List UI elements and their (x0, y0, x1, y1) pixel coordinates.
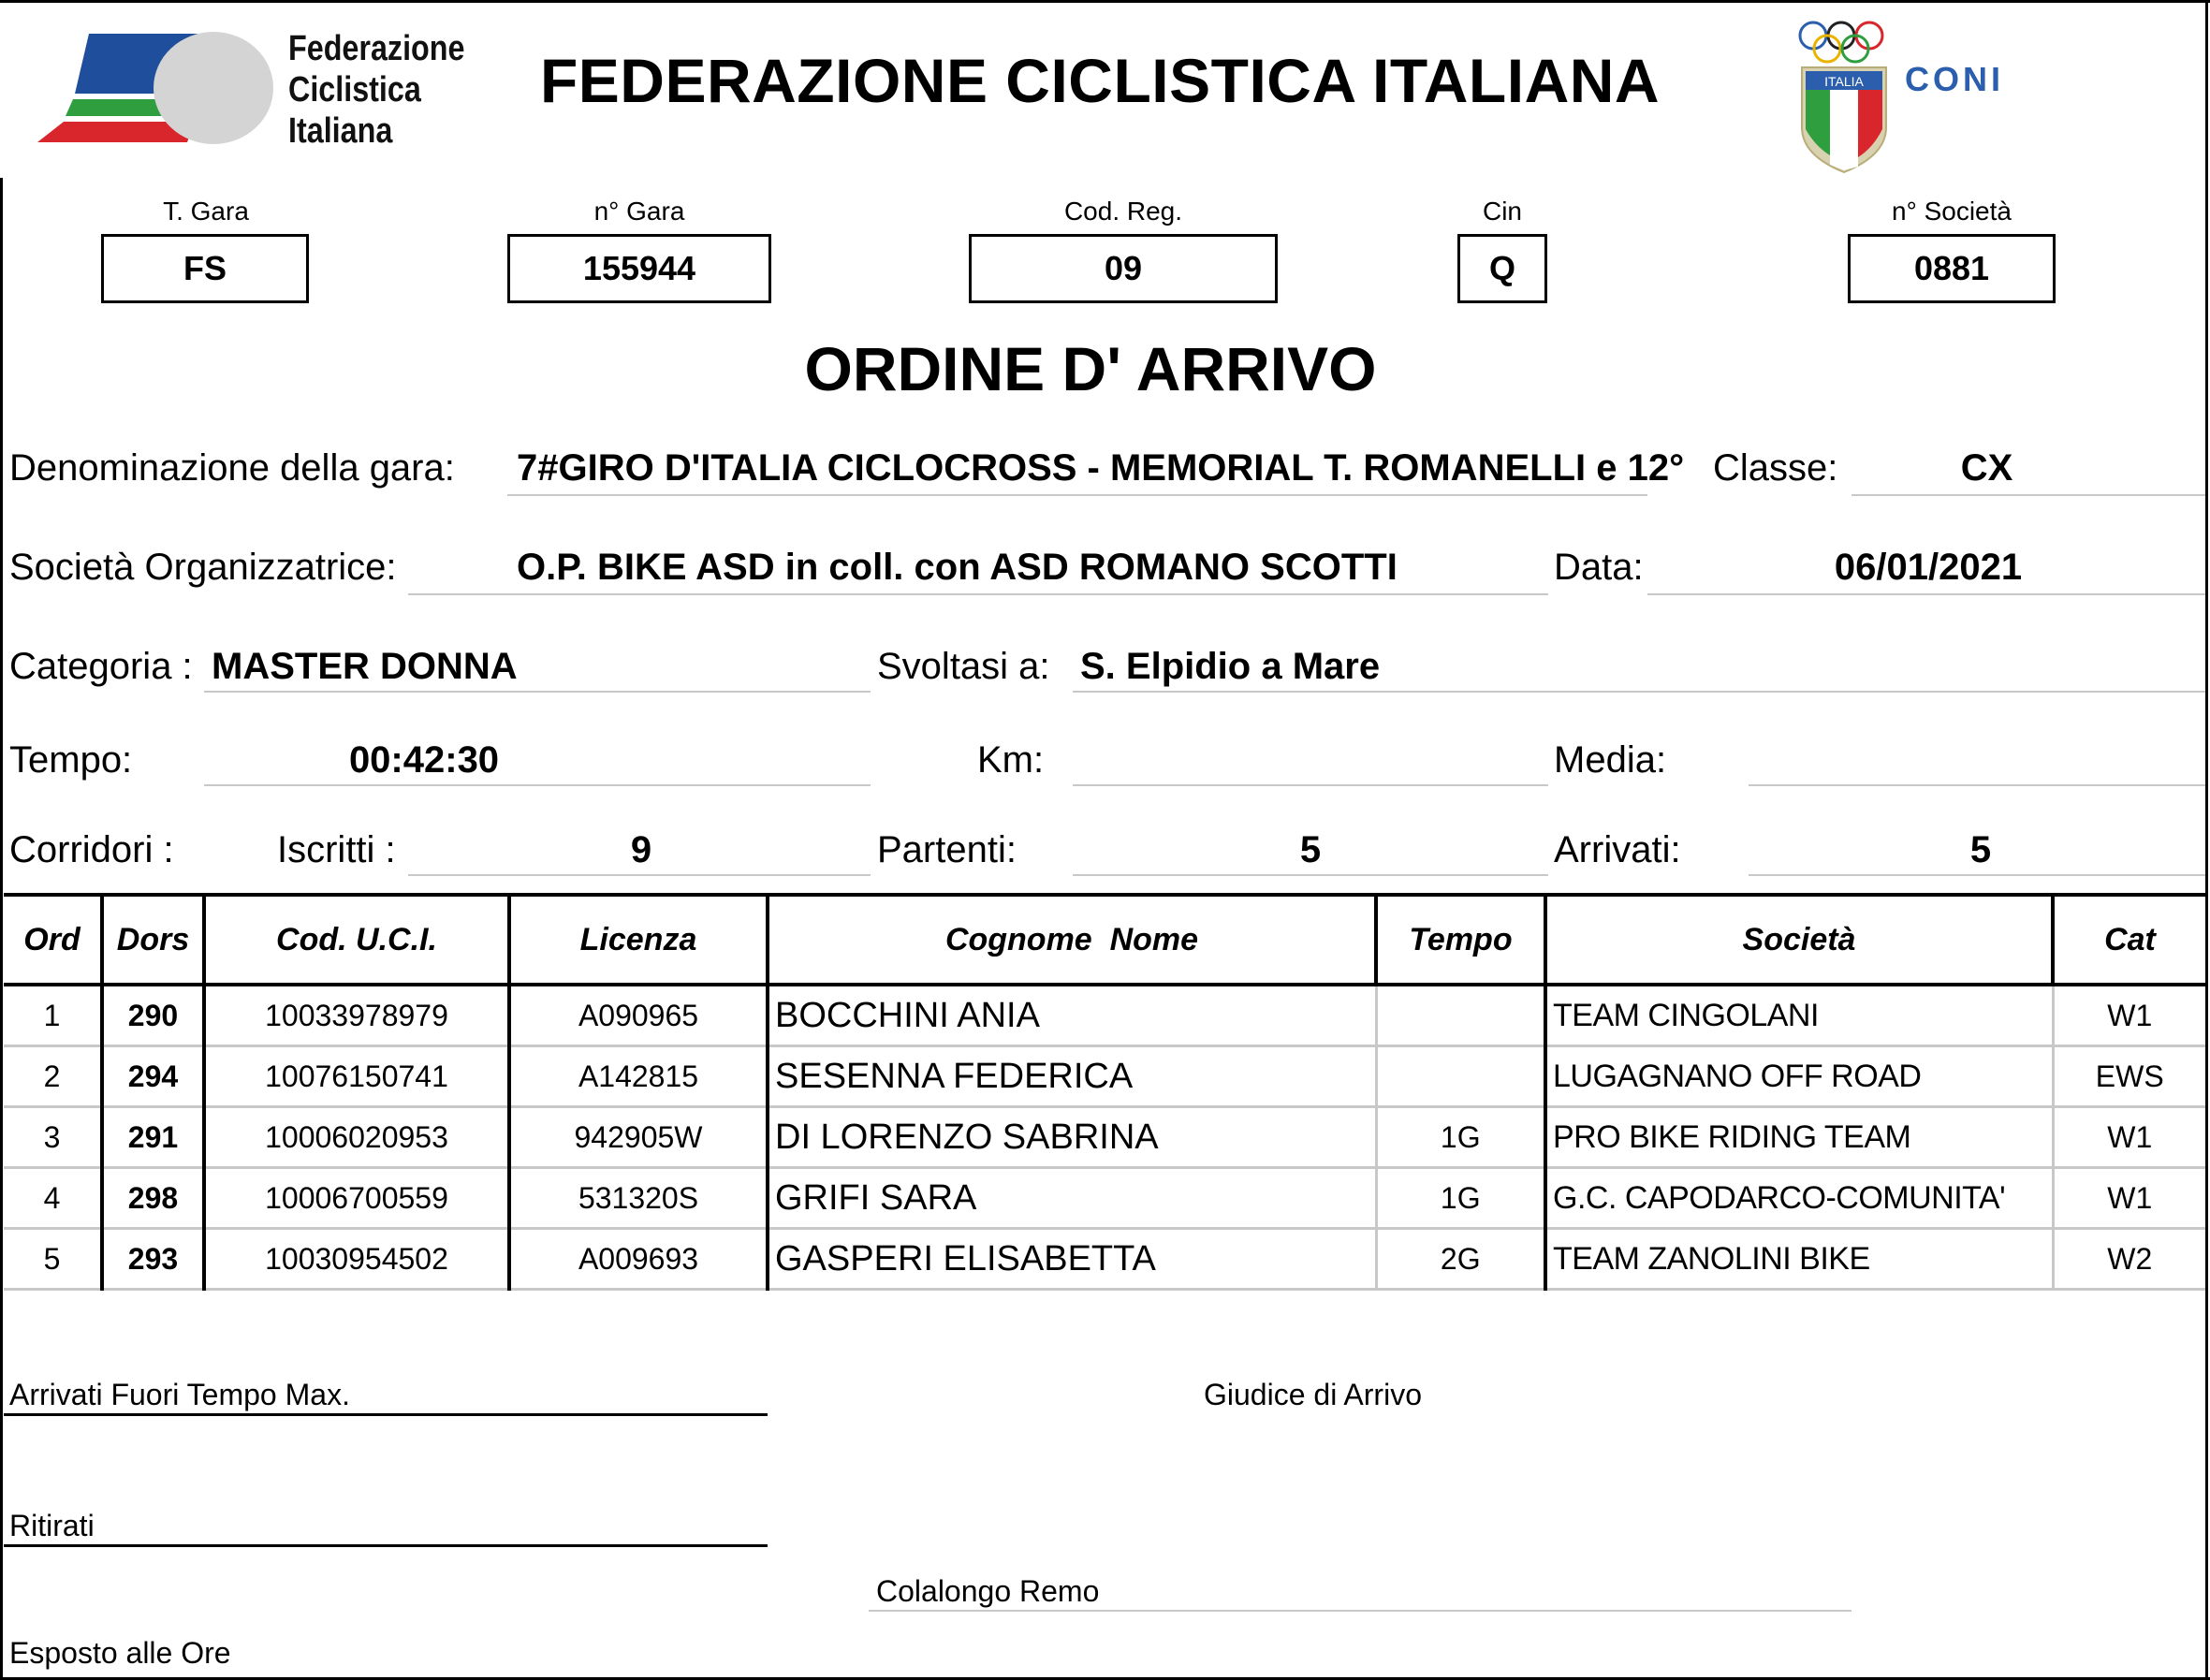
denominazione-value: 7#GIRO D'ITALIA CICLOCROSS - MEMORIAL T. ROMANELLI e 12° (517, 447, 1685, 489)
col-header-societa: Società (1545, 895, 2053, 985)
cell-uci: 10076150741 (204, 1046, 509, 1107)
denominazione-label: Denominazione della gara: (9, 447, 455, 489)
fuori-tempo-line (4, 1413, 768, 1416)
partenti-value: 5 (1299, 829, 1322, 870)
cin-field: Q (1457, 234, 1547, 303)
ritirati-label: Ritirati (9, 1509, 95, 1542)
cell-ord: 2 (4, 1046, 102, 1107)
tempo-underline (204, 784, 871, 786)
cell-societa: TEAM ZANOLINI BIKE (1545, 1229, 2053, 1290)
categoria-underline (204, 691, 871, 693)
classe-label: Classe: (1713, 447, 1838, 489)
page-title: FEDERAZIONE CICLISTICA ITALIANA (539, 46, 1661, 115)
km-underline (1073, 784, 1548, 786)
arrivati-value: 5 (1969, 829, 1992, 870)
cell-ord: 1 (4, 985, 102, 1046)
organizzatrice-underline (408, 593, 1548, 595)
organizzatrice-value: O.P. BIKE ASD in coll. con ASD ROMANO SCOTTI (517, 547, 1398, 588)
t-gara-field: FS (101, 234, 309, 303)
cell-uci: 10006020953 (204, 1107, 509, 1168)
cell-cat: W1 (2053, 985, 2205, 1046)
cell-societa: PRO BIKE RIDING TEAM (1545, 1107, 2053, 1168)
t-gara-label: T. Gara (163, 197, 249, 226)
table-row (4, 1046, 2205, 1107)
col-header-uci: Cod. U.C.I. (204, 895, 509, 985)
categoria-label: Categoria : (9, 646, 193, 687)
cell-nome: GRIFI SARA (768, 1168, 1376, 1229)
cell-tempo (1376, 985, 1545, 1046)
data-underline (1647, 593, 2205, 595)
cell-cat: W1 (2053, 1107, 2205, 1168)
cell-uci: 10030954502 (204, 1229, 509, 1290)
cell-cat: W1 (2053, 1168, 2205, 1229)
categoria-value: MASTER DONNA (212, 646, 518, 687)
n-gara-label: n° Gara (593, 197, 685, 226)
svoltasi-label: Svoltasi a: (877, 646, 1050, 687)
cell-ord: 4 (4, 1168, 102, 1229)
cell-cat: W2 (2053, 1229, 2205, 1290)
tempo-value: 00:42:30 (348, 739, 500, 781)
partenti-label: Partenti: (877, 829, 1017, 870)
cod-reg-label: Cod. Reg. (1063, 197, 1183, 226)
cell-licenza: A009693 (509, 1229, 768, 1290)
cell-dors: 298 (102, 1168, 204, 1229)
media-label: Media: (1554, 739, 1667, 781)
denominazione-underline (507, 494, 1647, 496)
col-header-nome: Cognome Nome (768, 895, 1376, 985)
esposto-label: Esposto alle Ore (9, 1636, 231, 1670)
cell-licenza: 942905W (509, 1107, 768, 1168)
table-row (4, 1229, 2205, 1290)
fci-logo-line-1: Federazione (288, 29, 465, 68)
coni-shield-text: ITALIA (1824, 74, 1864, 89)
n-gara-field: 155944 (507, 234, 771, 303)
classe-underline (1851, 494, 2205, 496)
iscritti-value: 9 (630, 829, 652, 870)
results-table (4, 893, 2205, 1291)
classe-value: CX (1960, 447, 2013, 489)
table-row (4, 1107, 2205, 1168)
giudice-label: Giudice di Arrivo (1204, 1378, 1422, 1411)
data-label: Data: (1554, 547, 1644, 588)
col-header-cat: Cat (2053, 895, 2205, 985)
cell-dors: 293 (102, 1229, 204, 1290)
cell-societa: LUGAGNANO OFF ROAD (1545, 1046, 2053, 1107)
cell-ord: 3 (4, 1107, 102, 1168)
cell-tempo (1376, 1046, 1545, 1107)
n-societa-field: 0881 (1848, 234, 2056, 303)
iscritti-label: Iscritti : (277, 829, 396, 870)
cell-licenza: A090965 (509, 985, 768, 1046)
arrivati-label: Arrivati: (1554, 829, 1681, 870)
cell-nome: BOCCHINI ANIA (768, 985, 1376, 1046)
fci-logo-text (288, 28, 464, 152)
arrivati-underline (1749, 874, 2205, 876)
table-row (4, 1168, 2205, 1229)
cell-uci: 10033978979 (204, 985, 509, 1046)
fuori-tempo-label: Arrivati Fuori Tempo Max. (9, 1378, 350, 1411)
document-heading: ORDINE D' ARRIVO (804, 334, 1377, 403)
iscritti-underline (408, 874, 871, 876)
cell-nome: GASPERI ELISABETTA (768, 1229, 1376, 1290)
cell-cat: EWS (2053, 1046, 2205, 1107)
ritirati-line (4, 1544, 768, 1547)
giudice-signature-line (869, 1610, 1851, 1612)
km-label: Km: (977, 739, 1045, 781)
corridori-label: Corridori : (9, 829, 174, 870)
svoltasi-value: S. Elpidio a Mare (1080, 646, 1381, 687)
cell-nome: DI LORENZO SABRINA (768, 1107, 1376, 1168)
svoltasi-underline (1073, 691, 2205, 693)
frame-left (0, 178, 3, 1680)
cell-tempo: 1G (1376, 1107, 1545, 1168)
frame-top (0, 0, 2210, 3)
cell-tempo: 2G (1376, 1229, 1545, 1290)
col-header-dors: Dors (102, 895, 204, 985)
cell-nome: SESENNA FEDERICA (768, 1046, 1376, 1107)
cell-societa: TEAM CINGOLANI (1545, 985, 2053, 1046)
frame-right (2205, 0, 2208, 1680)
cin-label: Cin (1482, 197, 1522, 226)
cell-licenza: A142815 (509, 1046, 768, 1107)
partenti-underline (1073, 874, 1548, 876)
data-value: 06/01/2021 (1834, 547, 2023, 588)
fci-logo-line-2: Ciclistica (288, 70, 421, 110)
media-underline (1749, 784, 2205, 786)
cell-ord: 5 (4, 1229, 102, 1290)
fci-logo-line-3: Italiana (288, 111, 393, 151)
col-header-licenza: Licenza (509, 895, 768, 985)
cell-dors: 291 (102, 1107, 204, 1168)
cell-societa: G.C. CAPODARCO-COMUNITA' (1545, 1168, 2053, 1229)
table-header-row (4, 895, 2205, 985)
coni-label: CONI (1905, 60, 2004, 98)
cod-reg-field: 09 (969, 234, 1278, 303)
cell-tempo: 1G (1376, 1168, 1545, 1229)
organizzatrice-label: Società Organizzatrice: (9, 547, 397, 588)
table-row (4, 985, 2205, 1046)
col-header-ord: Ord (4, 895, 102, 985)
tempo-label: Tempo: (9, 739, 133, 781)
col-header-tempo: Tempo (1376, 895, 1545, 985)
cell-dors: 290 (102, 985, 204, 1046)
cell-dors: 294 (102, 1046, 204, 1107)
cell-uci: 10006700559 (204, 1168, 509, 1229)
n-societa-label: n° Società (1892, 197, 2012, 226)
cell-licenza: 531320S (509, 1168, 768, 1229)
giudice-name: Colalongo Remo (876, 1574, 1100, 1608)
